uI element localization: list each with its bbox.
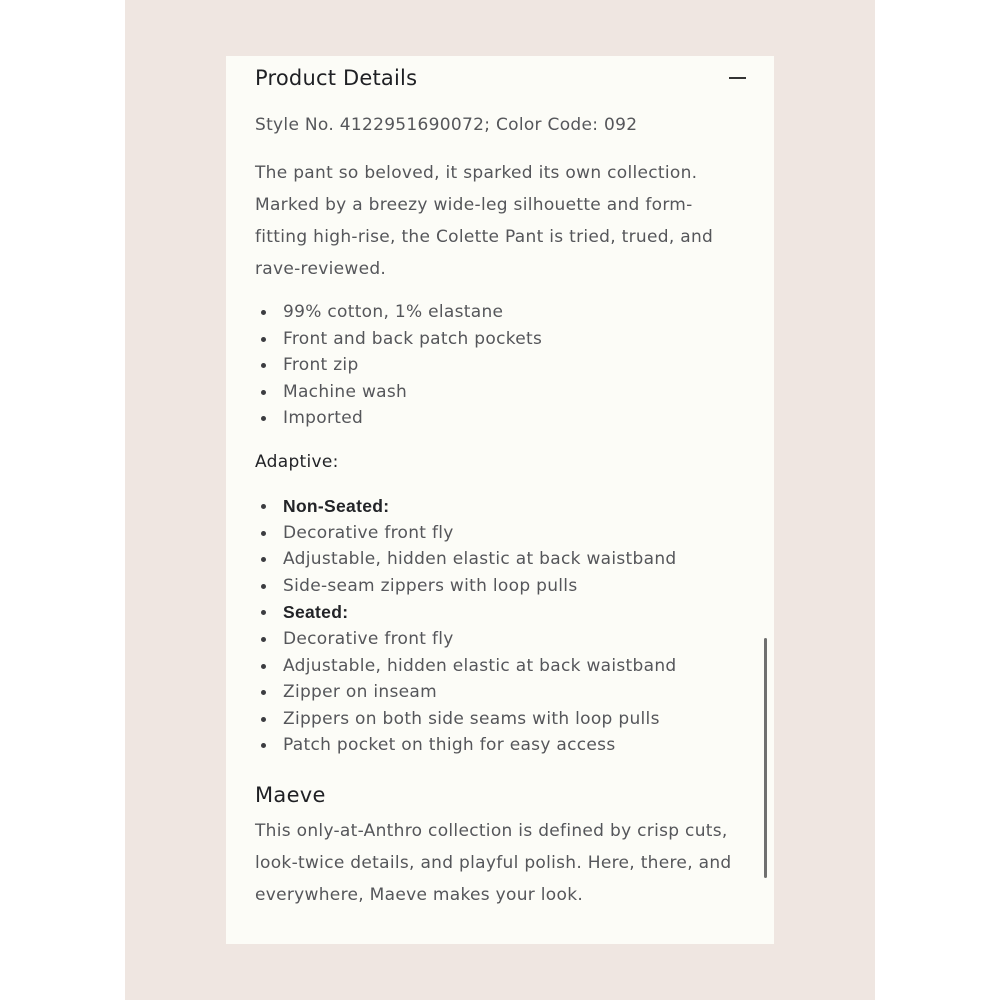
list-item: Patch pocket on thigh for easy access — [255, 732, 746, 759]
list-item: Machine wash — [255, 379, 746, 406]
list-heading-non-seated: Non-Seated: — [255, 493, 746, 520]
scrollbar-thumb[interactable] — [764, 638, 767, 878]
list-item: Zipper on inseam — [255, 679, 746, 706]
adaptive-heading: Adaptive: — [255, 451, 339, 472]
list-item: Front zip — [255, 352, 746, 379]
style-number: Style No. 4122951690072; Color Code: 092 — [255, 115, 638, 135]
adaptive-list — [255, 493, 746, 759]
list-item: Adjustable, hidden elastic at back waistband — [255, 653, 746, 680]
list-item: Adjustable, hidden elastic at back waistband — [255, 546, 746, 573]
list-item: Front and back patch pockets — [255, 326, 746, 353]
brand-description: This only-at-Anthro collection is defined by crisp cuts, look-twice details, and playful polish. Here, there, and everywhere, Maeve makes your look. — [255, 820, 732, 905]
list-item: Imported — [255, 405, 746, 432]
product-description: The pant so beloved, it sparked its own collection. Marked by a breezy wide-leg silhouette and form-fitting high-rise, the Colette Pant is tried, trued, and rave-reviewed. — [255, 163, 714, 279]
product-details-panel — [226, 56, 774, 944]
list-item: 99% cotton, 1% elastane — [255, 299, 746, 326]
list-heading-seated: Seated: — [255, 599, 746, 626]
list-item: Zippers on both side seams with loop pulls — [255, 706, 746, 733]
list-item: Decorative front fly — [255, 626, 746, 653]
minus-icon[interactable] — [728, 68, 746, 88]
section-title: Product Details — [255, 66, 418, 90]
brand-name: Maeve — [255, 782, 326, 807]
section-header[interactable] — [255, 56, 746, 100]
feature-list — [255, 299, 746, 432]
list-item: Decorative front fly — [255, 520, 746, 547]
list-item: Side-seam zippers with loop pulls — [255, 573, 746, 600]
